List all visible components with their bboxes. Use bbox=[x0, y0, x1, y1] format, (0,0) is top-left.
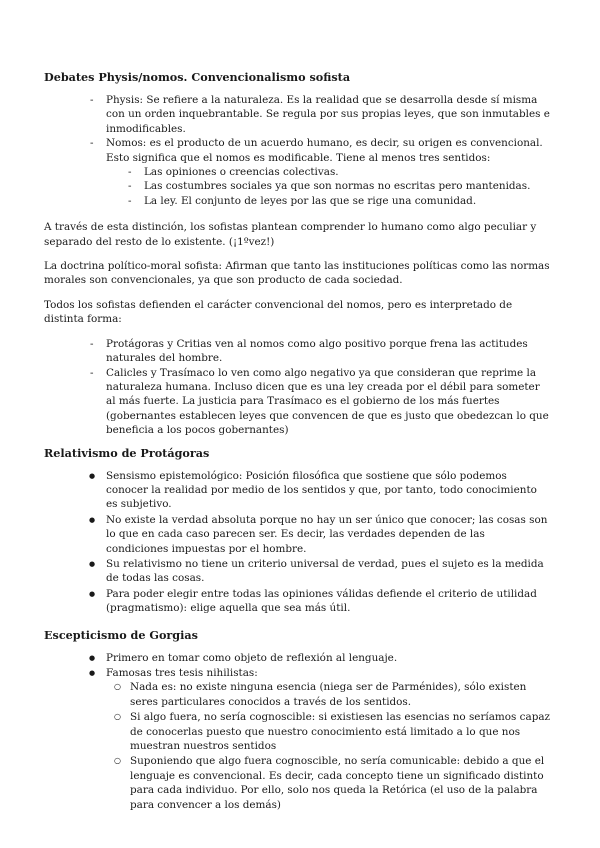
list-item: ● Sensismo epistemológico: Posición filosófica que sostiene que sólo podemos conocer la realidad por medio de los sentidos y que, por tanto, todo conocimiento es subjetivo. bbox=[44, 469, 550, 512]
section-title-protagoras: Relativismo de Protágoras bbox=[44, 445, 210, 460]
list-item-calicles-trasimaco: - Calicles y Trasímaco lo ven como algo negativo ya que consideran que reprime la naturaleza humana. Incluso dicen que es una ley creada por el débil para someter al más fuerte. La justicia para Trasímaco es el gobierno de los más fuertes (gobernantes establecen leyes que convencen de que es justo que obedezcan lo que beneficia a los pocos gobernantes) bbox=[44, 366, 550, 438]
section-title-gorgias: Escepticismo de Gorgias bbox=[44, 627, 198, 642]
list-item: ● Primero en tomar como objeto de reflexión al lenguaje. bbox=[44, 651, 550, 665]
protagoras-list bbox=[44, 469, 550, 616]
sublist-item: ○ Si algo fuera, no sería cognoscible: si existiesen las esencias no seríamos capaz de conocerlas puesto que nuestro conocimiento está limitado a lo que nos muestran nuestros sentidos bbox=[106, 710, 550, 753]
list-item: ● Para poder elegir entre todas las opiniones válidas defiende el criterio de utilidad (pragmatismo): elige aquella que sea más útil. bbox=[44, 587, 550, 616]
list-item bbox=[44, 666, 550, 812]
paragraph-distinction: A través de esta distinción, los sofistas plantean comprender lo humano como algo peculiar y separado del resto de lo existente. (¡1ºvez!) bbox=[44, 221, 537, 248]
paragraph-convencional: Todos los sofistas defienden el carácter convencional del nomos, pero es interpretado de distinta forma: bbox=[44, 298, 513, 326]
sublist-item: ○ Suponiendo que algo fuera cognoscible, no sería comunicable: debido a que el lenguaje es convencional. Es decir, cada concepto tiene un significado distinto para cada individuo. Por ello, solo nos queda la Retórica (el uso de la palabra para convencer a los demás) bbox=[106, 754, 550, 812]
nihilist-theses-label: Famosas tres tesis nihilistas: bbox=[106, 667, 258, 679]
list-item: ● No existe la verdad absoluta porque no hay un ser único que conocer; las cosas son lo que en cada caso parecen ser. Es decir, las verdades dependen de las condiciones impuestas por el hombre. bbox=[44, 513, 550, 556]
list-item-protagoras-critias: - Protágoras y Critias ven al nomos como algo positivo porque frena las actitudes naturales del hombre. bbox=[44, 337, 550, 366]
list-item-physis: - Physis: Se refiere a la naturaleza. Es la realidad que se desarrolla desde sí misma con un orden inquebrantable. Se regula por sus propias leyes, que son inmutables e inmodificables. bbox=[44, 93, 550, 136]
nomos-senses-list bbox=[106, 165, 550, 208]
list-item: ● Su relativismo no tiene un criterio universal de verdad, pues el sujeto es la medida de todas las cosas. bbox=[44, 557, 550, 586]
sublist-item: - Las costumbres sociales ya que son normas no escritas pero mantenidas. bbox=[106, 179, 550, 193]
paragraph-doctrine: La doctrina político-moral sofista: Afirman que tanto las instituciones políticas como las normas morales son convencionales, ya que son producto de cada sociedad. bbox=[44, 260, 550, 287]
section-title-physis-nomos: Debates Physis/nomos. Convencionalismo sofista bbox=[44, 70, 351, 84]
sophists-interpretation-list bbox=[44, 337, 550, 438]
sublist-item: - La ley. El conjunto de leyes por las que se rige una comunidad. bbox=[106, 194, 550, 208]
sublist-item: - Las opiniones o creencias colectivas. bbox=[106, 165, 550, 179]
gorgias-list bbox=[44, 651, 550, 812]
nomos-text: Nomos: es el producto de un acuerdo humano, es decir, su origen es convencional. Esto significa que el nomos es modificable. Tiene al menos tres sentidos: bbox=[106, 137, 543, 164]
sublist-item: ○ Nada es: no existe ninguna esencia (niega ser de Parménides), sólo existen seres particulares conocidos a través de los sentidos. bbox=[106, 680, 550, 709]
nihilist-theses-list bbox=[106, 680, 550, 812]
physis-nomos-list bbox=[44, 93, 550, 208]
list-item-nomos bbox=[44, 136, 550, 208]
